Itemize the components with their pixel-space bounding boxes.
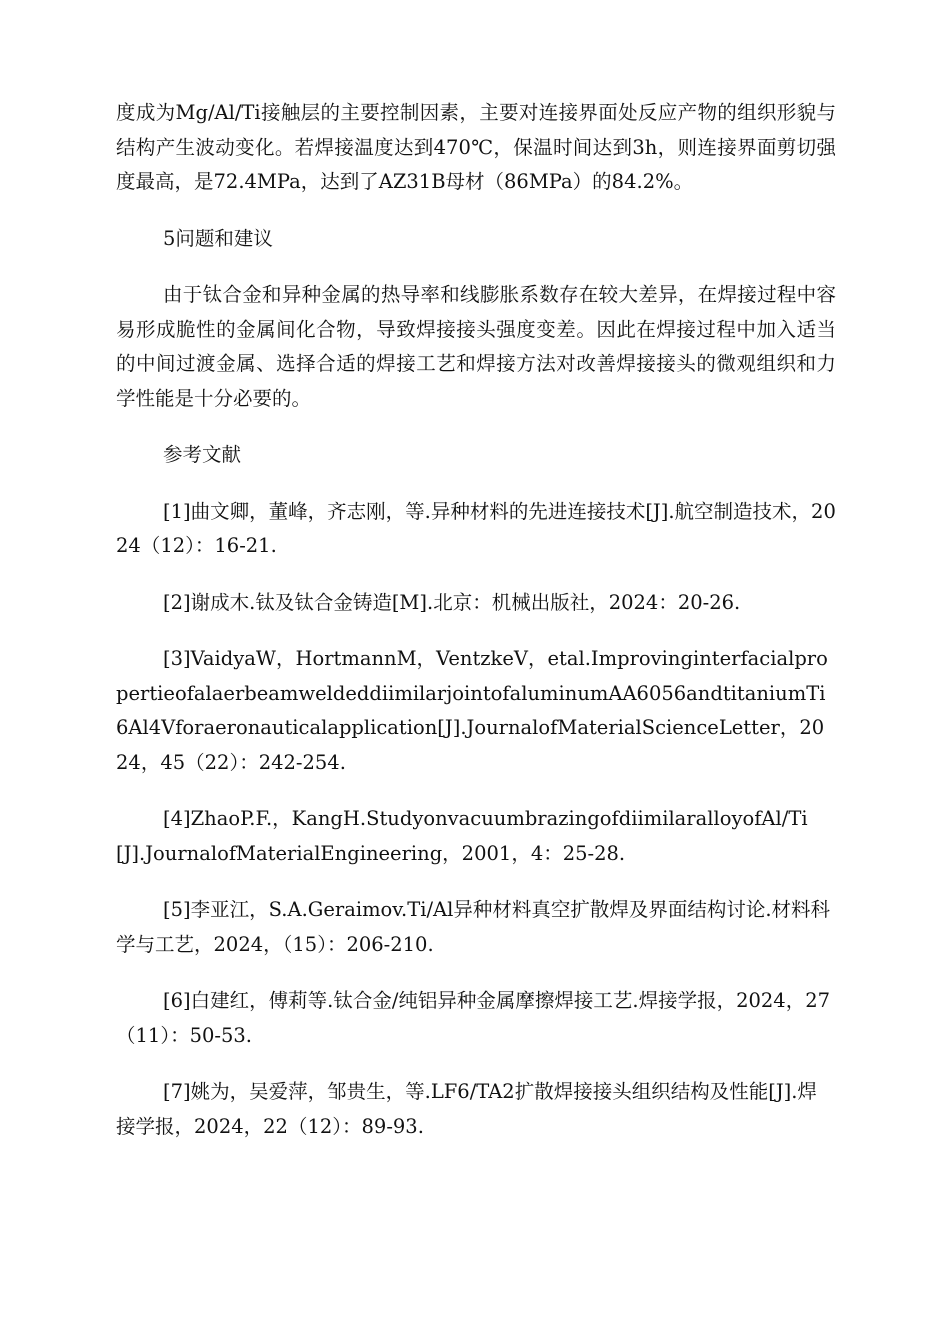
reference-item-4: [4]ZhaoP.F.，KangH.StudyonvacuumbrazingofdiimilaralloyofAl/Ti[J].JournalofMaterialEngineering，2001，4：25-28.: [116, 807, 808, 865]
reference-item-1: [1]曲文卿，董峰，齐志刚，等.异种材料的先进连接技术[J].航空制造技术，2024（12）：16-21.: [116, 499, 836, 557]
reference-item-5: [5]李亚江，S.A.Geraimov.Ti/Al异种材料真空扩散焊及界面结构讨论.材料科学与工艺，2024，（15）：206-210.: [116, 898, 831, 956]
reference-item-3: [3]VaidyaW，HortmannM，VentzkeV，etal.ImprovinginterfacialpropertieofalaerbeamweldeddiimilarjointofaluminumAA6056andtitaniumTi6Al4Vforaeronauticalapplication[J].JournalofMaterialScienceLetter，2024，45（22）：242-254.: [116, 647, 828, 774]
reference-item-2: [2]谢成木.钛及钛合金铸造[M].北京：机械出版社，2024：20-26.: [163, 590, 741, 614]
document-page: [116, 96, 836, 1166]
reference-item-7: [7]姚为，吴爱萍，邹贵生，等.LF6/TA2扩散焊接接头组织结构及性能[J].焊接学报，2024，22（12）：89-93.: [116, 1080, 817, 1138]
reference-list: [116, 495, 836, 1145]
suggestion-paragraph: 由于钛合金和异种金属的热导率和线膨胀系数存在较大差异，在焊接过程中容易形成脆性的金属间化合物，导致焊接接头强度变差。因此在焊接过程中加入适当的中间过渡金属、选择合适的焊接工艺和焊接方法对改善焊接接头的微观组织和力学性能是十分必要的。: [116, 283, 836, 410]
continuation-paragraph: 度成为Mg/Al/Ti接触层的主要控制因素，主要对连接界面处反应产物的组织形貌与结构产生波动变化。若焊接温度达到470℃，保温时间达到3h，则连接界面剪切强度最高，是72.4MPa，达到了AZ31B母材（86MPa）的84.2%。: [116, 101, 836, 193]
references-heading: 参考文献: [163, 443, 242, 466]
reference-item-6: [6]白建红，傅莉等.钛合金/纯铝异种金属摩擦焊接工艺.焊接学报，2024，27（11）：50-53.: [116, 989, 831, 1047]
section-heading: 5问题和建议: [163, 226, 273, 250]
